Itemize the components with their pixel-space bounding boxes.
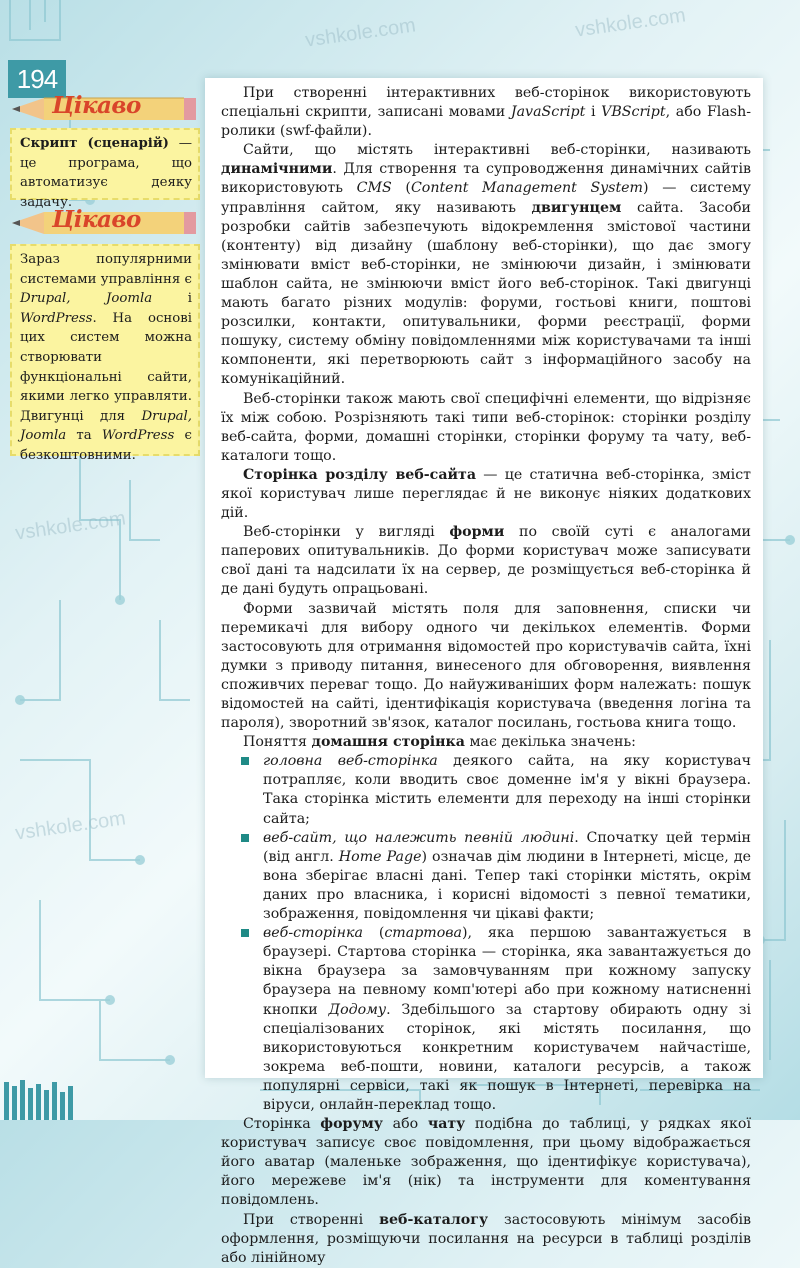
watermark: vshkole.com (573, 4, 688, 42)
note-italic: WordPress (20, 310, 93, 326)
list-item: головна веб-сторінка деякого сайта, на яку користувач потрапляє, коли вводить своє доменне ім'я у вікні браузера. Така сторінка містить елементи для переходу на інші сторінки сайта; (263, 752, 751, 828)
note-text: — це програма, що автоматизує деяку задачу. (20, 136, 192, 210)
interesting-label: Цікаво (52, 92, 141, 119)
note-italic: Drupal, Joomla (20, 291, 153, 307)
square-bullet-icon (241, 757, 249, 765)
note-box-cms (10, 244, 200, 463)
paragraph: Веб-сторінки у вигляді форми по своїй суті є аналогами паперових опитувальників. До форми користувач може записувати свої дані та надсилати їх на сервер, де розміщується веб-сторінка й де дані будуть опрацьовані. (221, 524, 751, 598)
main-text-panel (205, 78, 763, 1266)
note-term: Скрипт (сценарій) (20, 136, 169, 151)
watermark: vshkole.com (303, 14, 418, 52)
watermark: vshkole.com (13, 507, 128, 545)
list-item: веб-сторінка (стартова), яка першою завантажується в браузері. Стартова сторінка — сторінка, яка завантажується до вікна браузера за замовчуванням при кожному запуску браузера на певному комп'ютері або при кожному натисненні кнопки Додому. Здебільшого за стартову обирають одну зі спеціалізованих сторінок, які містять посилання, що використовуються конкретним користувачем найчастіше, зокрема веб-пошти, новини, каталоги ресурсів, а також популярні сервіси, такі як пошук в Інтернеті, перевірка на віруси, онлайн-переклад тощо. (263, 924, 751, 1115)
note-text: Зараз популярними системами управління є (20, 252, 192, 287)
home-page-meanings-list (221, 752, 751, 1115)
note-text: є безкоштовними. (20, 428, 192, 463)
interesting-ticket (6, 92, 202, 126)
interesting-ticket (6, 206, 202, 240)
list-item: веб-сайт, що належить певній людині. Спочатку цей термін (від англ. Home Page) означав дім людини в Інтернеті, місце, де вона зберігає власні дані. Тепер такі сторінки містять, окрім даних про власника, і корисні відомості з певної тематики, зображення, повідомлення чи цікаві факти; (263, 829, 751, 924)
square-bullet-icon (241, 929, 249, 937)
paragraph: При створенні інтерактивних веб-сторінок використовують спеціальні скрипти, записані мовами JavaScript і VBScript, або Flash-ролики (swf-файли). (221, 85, 751, 140)
page-number: 194 (8, 60, 66, 98)
note-text: і (152, 291, 192, 307)
note-italic: WordPress (101, 428, 175, 444)
watermark: vshkole.com (13, 807, 128, 845)
paragraph: Веб-сторінки також мають свої специфічні елементи, що відрізняє їх між собою. Розрізняють такі типи веб-сторінок: сторінки розділу веб-сайта, форми, домашні сторінки, сторінки форуму та чату, веб-каталоги тощо. (221, 390, 751, 464)
paragraph: Сторінка форуму або чату подібна до таблиці, у рядках якої користувач записує своє повідомлення, при цьому відображається його аватар (маленьке зображення, що ідентифікує користувача), його мережеве ім'я (нік) та інструменти для коментування повідомлень. (221, 1116, 751, 1209)
paragraph: При створенні веб-каталогу застосовують мінімум засобів оформлення, розміщуючи посилання на ресурси в таблиці розділів або лінійному (221, 1211, 752, 1266)
square-bullet-icon (241, 834, 249, 842)
decorative-bars (0, 1072, 80, 1120)
paragraph: Сайти, що містять інтерактивні веб-сторінки, називають динамічними. Для створення та супроводження динамічних сайтів використовують CMS (Content Management System) — систему управління сайтом, яку називають двигунцем сайта. Засоби розробки сайтів забезпечують відокремлення змістової частини (контенту) від дизайну (шаблону веб-сторінки), що дає змогу змінювати вміст веб-сторінки, не змінюючи дизайн, і змінювати шаблон сайта, не змінюючи вміст його веб-сторінок. Такі двигунці мають багато різних модулів: форуми, гостьові книги, поштові розсилки, контакти, опитувальники, форми реєстрації, форми пошуку, систему обміну повідомленнями між користувачами та інші компоненти, які перетворюють сайт з інформаційного засобу на комунікаційний. (221, 142, 752, 388)
interesting-label: Цікаво (52, 206, 141, 233)
paragraph: Сторінка розділу веб-сайта — це статична веб-сторінка, зміст якої користувач лише переглядає й не виконує ніяких додаткових дій. (221, 466, 752, 522)
paragraph: Форми зазвичай містять поля для заповнення, списки чи перемикачі для вибору одного чи декількох елементів. Форми застосовують для отримання відомостей про користувачів сайта, їхні думки з приводу питання, винесеного для обговорення, виявлення споживчих переваг тощо. До найуживаніших форм належать: пошук відомостей на сайті, ідентифікація користувача (введення логіна та пароля), зворотний зв'язок, каталог посилань, гостьова книга тощо. (221, 600, 751, 732)
note-text: . На основі цих систем можна створювати функціональні сайти, якими легко управляти. Двигунці для (20, 310, 192, 424)
note-italic: Drupal, Joomla (20, 408, 192, 444)
paragraph: Поняття домашня сторінка має декілька значень: (243, 734, 636, 751)
note-box-script (10, 128, 200, 210)
note-text: та (66, 428, 102, 444)
